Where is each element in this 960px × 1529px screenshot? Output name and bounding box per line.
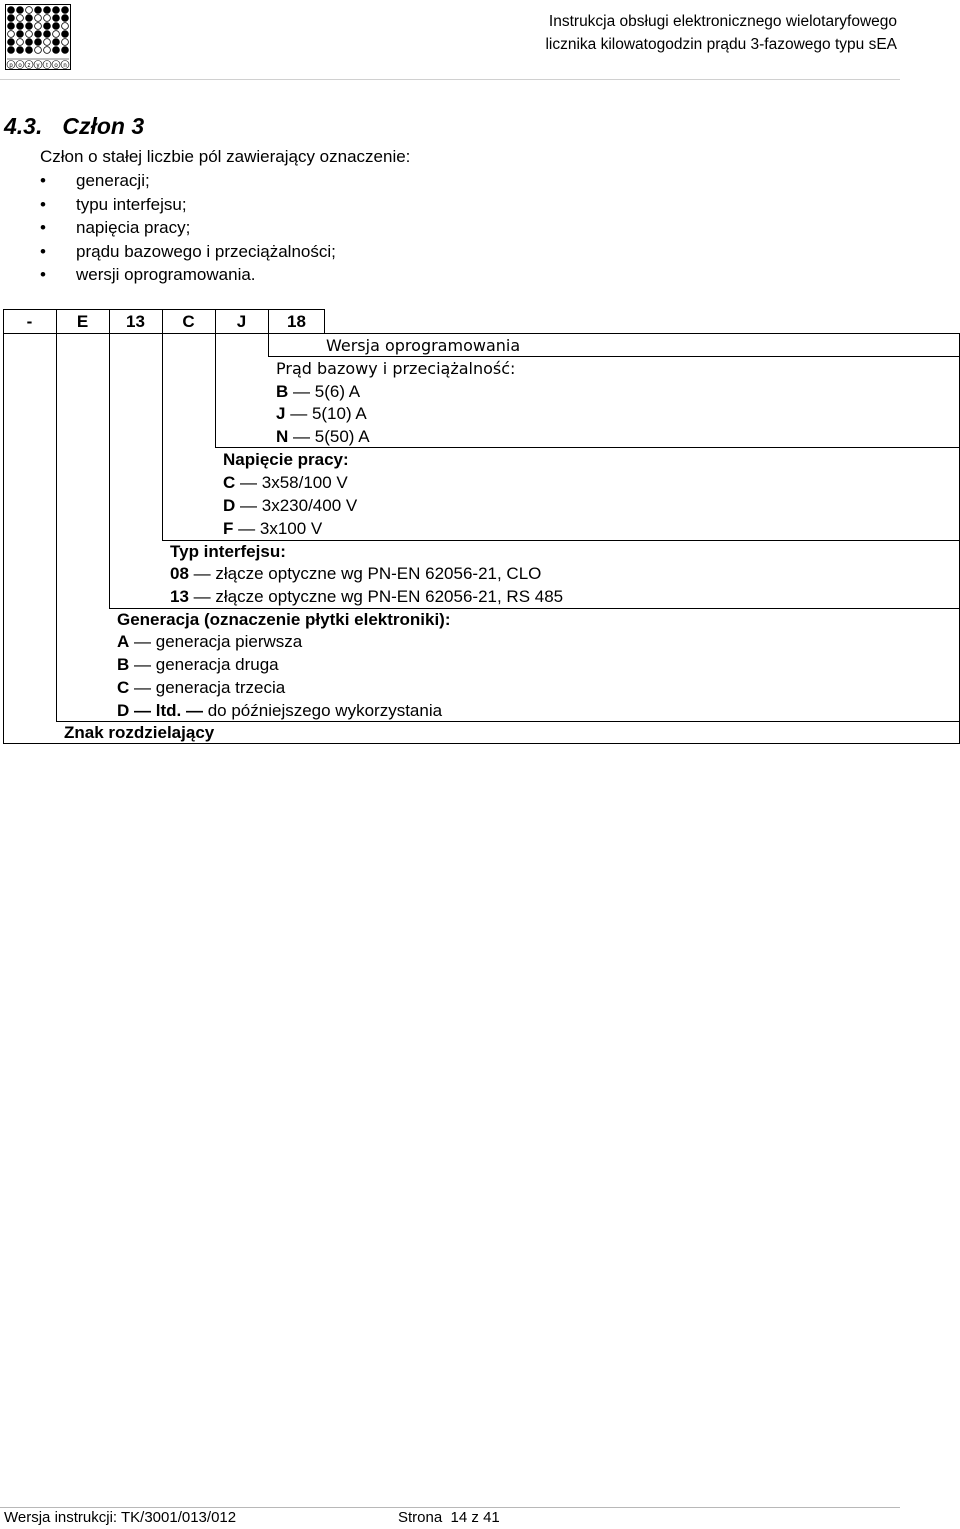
logo-dot — [8, 31, 15, 38]
list-item: • typu interfejsu; — [40, 194, 187, 214]
voltage-heading: Napięcie pracy: — [223, 450, 349, 469]
section-heading — [4, 113, 144, 140]
designation-list — [40, 169, 336, 287]
interface-option: 13 — złącze optyczne wg PN-EN 62056-21, RS 485 — [170, 587, 564, 606]
logo-dot — [8, 47, 15, 54]
voltage-option: F — 3x100 V — [223, 519, 323, 538]
logo-dot — [44, 7, 51, 14]
logo-dot — [26, 47, 33, 54]
logo-letter: t — [46, 62, 48, 69]
bullet-glyph: • — [40, 194, 46, 214]
header-title-line1: Instrukcja obsługi elektronicznego wielotaryfowego — [548, 13, 897, 30]
generation-heading: Generacja (oznaczenie płytki elektroniki): — [117, 610, 451, 629]
logo-dot — [26, 7, 33, 14]
logo-dot — [17, 15, 24, 22]
footer-page-number: Strona 14 z 41 — [398, 1509, 500, 1526]
logo-dot — [62, 15, 69, 22]
logo-dot — [17, 23, 24, 30]
logo-dot — [53, 7, 60, 14]
logo-letter: z — [27, 62, 31, 69]
bullet-glyph: • — [40, 241, 46, 261]
section-title: Człon 3 — [62, 113, 145, 139]
logo-dot — [44, 31, 51, 38]
logo-dot — [35, 39, 42, 46]
generation-option: B — generacja druga — [117, 655, 279, 674]
list-item: • prądu bazowego i przeciążalności; — [40, 241, 336, 261]
current-option: J — 5(10) A — [276, 404, 367, 423]
logo-letter: o — [18, 62, 22, 69]
logo-dot — [62, 31, 69, 38]
logo-dot — [62, 7, 69, 14]
voltage-option: D — 3x230/400 V — [223, 496, 358, 515]
logo-dot — [26, 31, 33, 38]
logo-dot — [8, 23, 15, 30]
logo-dot — [35, 23, 42, 30]
logo-dot — [44, 15, 51, 22]
code-field-voltage: C — [182, 312, 195, 331]
logo-letter: p — [9, 62, 13, 69]
code-field-current: J — [236, 312, 247, 331]
logo-dot — [53, 15, 60, 22]
logo-dot — [62, 23, 69, 30]
logo-letter: o — [54, 62, 58, 69]
voltage-option: C — 3x58/100 V — [223, 473, 348, 492]
logo-dot — [53, 39, 60, 46]
list-item: • generacji; — [40, 171, 150, 190]
current-option: B — 5(6) A — [276, 382, 361, 401]
company-logo — [5, 4, 71, 70]
logo-dot — [53, 31, 60, 38]
logo-dot — [53, 47, 60, 54]
list-item: • napięcia pracy; — [40, 218, 191, 237]
logo-dot — [8, 7, 15, 14]
logo-dot — [17, 31, 24, 38]
logo-dot — [26, 23, 33, 30]
footer-version: Wersja instrukcji: TK/3001/013/012 — [4, 1509, 237, 1526]
header-divider — [0, 79, 900, 80]
bullet-glyph: • — [40, 265, 46, 284]
logo-dot — [44, 47, 51, 54]
bullet-glyph: • — [40, 218, 46, 237]
leader-line-separator — [3, 309, 4, 744]
logo-dot — [17, 47, 24, 54]
separator-label: Znak rozdzielający — [64, 723, 215, 742]
interface-option: 08 — złącze optyczne wg PN-EN 62056-21, CLO — [170, 564, 542, 583]
code-field-generation: E — [76, 312, 89, 331]
row-line-software — [268, 333, 959, 334]
generation-option: D — ltd. — do późniejszego wykorzystania — [117, 701, 443, 720]
logo-dot — [35, 47, 42, 54]
current-heading: Prąd bazowy i przeciążalność: — [276, 359, 516, 378]
logo-dot — [44, 23, 51, 30]
interface-heading: Typ interfejsu: — [170, 542, 286, 561]
code-field-interface: 13 — [126, 312, 145, 331]
logo-dot — [17, 7, 24, 14]
code-field-separator: - — [26, 312, 33, 331]
leader-line-voltage — [162, 309, 163, 540]
logo-letter: y — [36, 62, 40, 69]
software-version-label: Wersja oprogramowania — [326, 336, 521, 355]
leader-line-interface — [109, 309, 110, 608]
section-intro: Człon o stałej liczbie pól zawierający oznaczenie: — [40, 147, 411, 166]
bullet-glyph: • — [40, 171, 46, 190]
logo-dot — [62, 47, 69, 54]
logo-dot — [35, 31, 42, 38]
logo-dot — [17, 39, 24, 46]
logo-dot — [35, 15, 42, 22]
logo-dot — [62, 39, 69, 46]
generation-option: A — generacja pierwsza — [117, 632, 303, 651]
logo-dot — [26, 39, 33, 46]
code-field-software: 18 — [287, 312, 306, 331]
footer-divider — [0, 1507, 900, 1508]
leader-line-generation — [56, 309, 57, 721]
logo-dot — [35, 7, 42, 14]
leader-line-current — [215, 309, 216, 447]
section-number: 4.3. — [4, 113, 43, 139]
logo-dot — [44, 39, 51, 46]
list-item: • wersji oprogramowania. — [40, 265, 256, 284]
logo-dot — [26, 15, 33, 22]
logo-dot — [8, 39, 15, 46]
logo-dot — [53, 23, 60, 30]
current-option: N — 5(50) A — [276, 427, 370, 446]
header-title-line2: licznika kilowatogodzin prądu 3-fazowego typu sEA — [545, 36, 897, 53]
logo-letter: n — [63, 62, 67, 69]
logo-dot — [8, 15, 15, 22]
generation-option: C — generacja trzecia — [117, 678, 286, 697]
